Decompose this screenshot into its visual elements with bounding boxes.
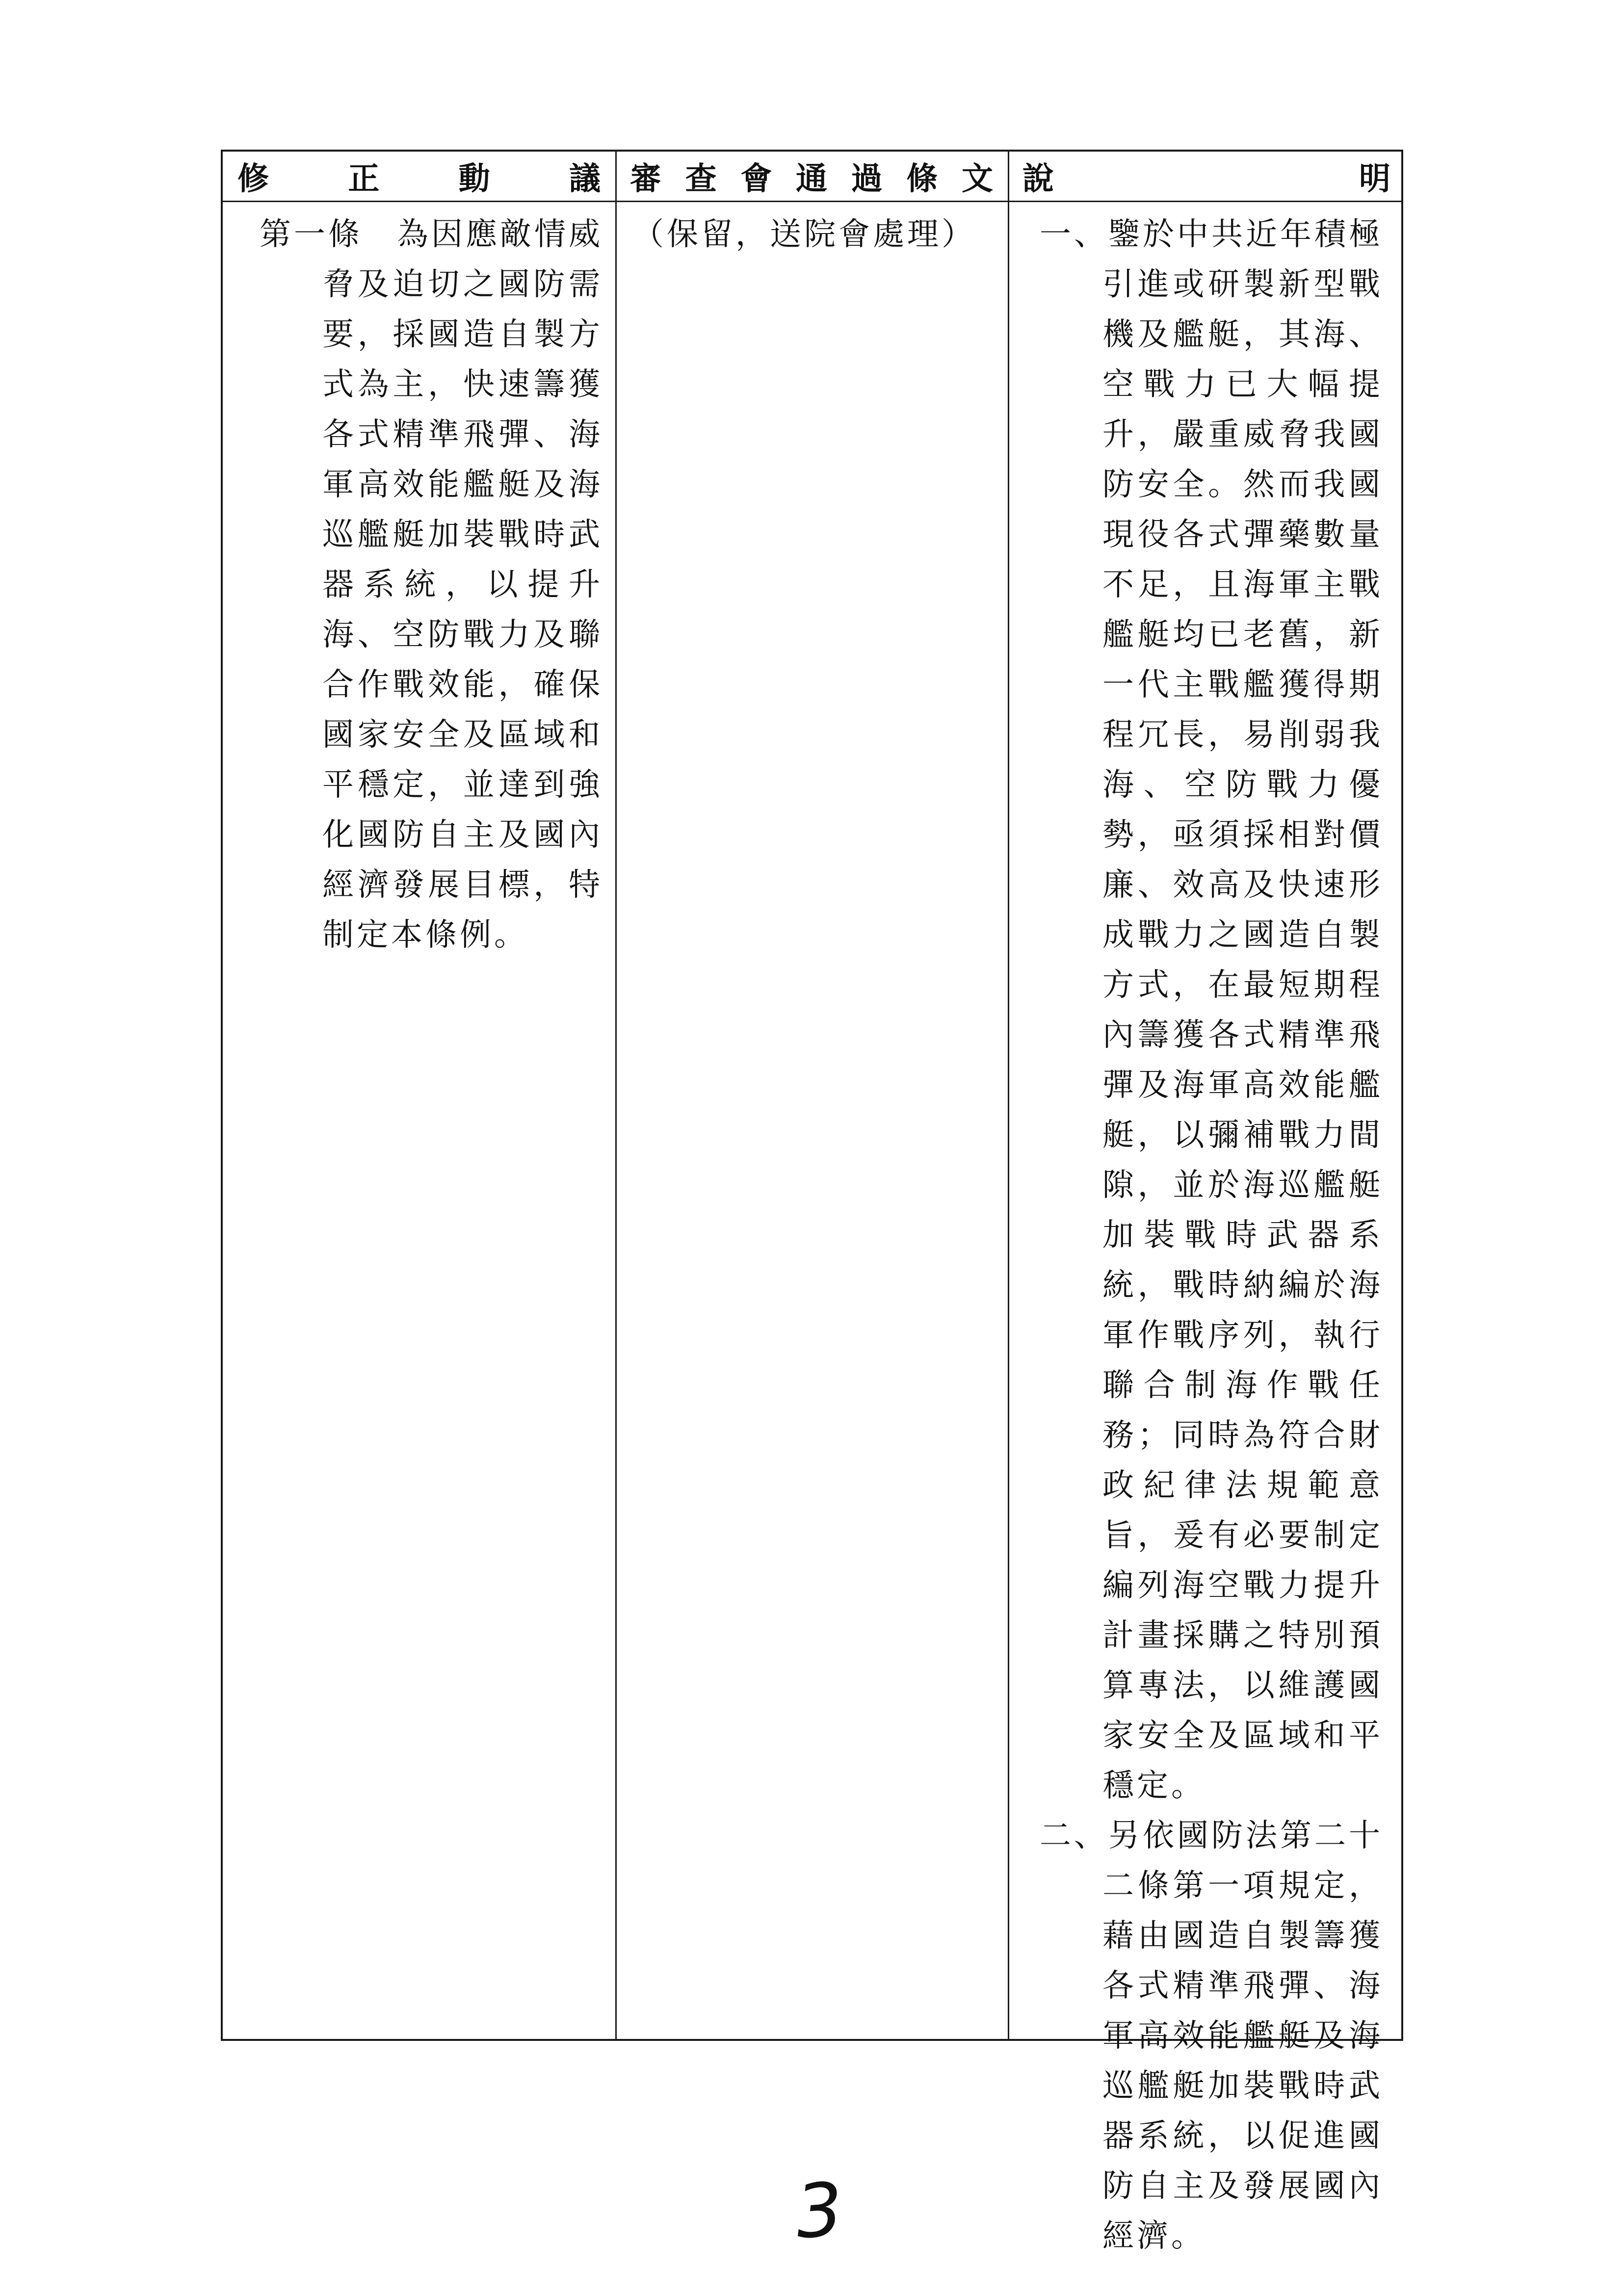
header-char: 議 — [569, 160, 601, 197]
header-char: 文 — [961, 160, 993, 197]
amendment-cell — [260, 209, 603, 960]
header-char: 查 — [685, 160, 717, 197]
bill-comparison-table — [221, 150, 1403, 2254]
header-divider — [223, 201, 1401, 202]
header-char: 動 — [458, 160, 490, 197]
header-char: 通 — [795, 160, 827, 197]
header-review — [615, 152, 1008, 201]
header-char: 會 — [740, 160, 772, 197]
explanation-item: 一、鑒於中共近年積極引進或研製新型戰機及艦艇，其海、空戰力已大幅提升，嚴重威脅我國防安全。然而我國現役各式彈藥數量不足，且海軍主戰艦艇均已老舊，新一代主戰艦獲得期程冗長，易削弱我海、空防戰力優勢，亟須採相對價廉、效高及快速形成戰力之國造自製方式，在最短期程內籌獲各式精準飛彈及海軍高效能艦艇，以彌補戰力間隙，並於海巡艦艇加裝戰時武器系統，戰時納編於海軍作戰序列，執行聯合制海作戰任務；同時為符合財政紀律法規範意旨，爰有必要制定編列海空戰力提升計畫採購之特別預算專法，以維護國家安全及區域和平穩定。 — [1040, 216, 1383, 1804]
amendment-article-text: 第一條 為因應敵情威脅及迫切之國防需要，採國造自製方式為主，快速籌獲各式精準飛彈、海軍高效能艦艇及海巡艦艇加裝戰時武器系統，以提升海、空防戰力及聯合作戰效能，確保國家安全及區域和平穩定，並達到強化國防自主及國內經濟發展目標，特制定本條例。 — [260, 216, 603, 953]
explanation-cell — [1040, 209, 1383, 2261]
header-char: 審 — [630, 160, 661, 197]
header-explanation — [1008, 152, 1405, 201]
header-char: 條 — [906, 160, 938, 197]
column-divider — [1008, 152, 1009, 2039]
header-char: 修 — [237, 160, 269, 197]
header-char: 過 — [851, 160, 883, 197]
page-number: 3 — [793, 2166, 846, 2256]
column-divider — [615, 152, 617, 2039]
header-char: 明 — [1359, 160, 1390, 197]
header-char: 正 — [348, 160, 380, 197]
review-status-text: （保留，送院會處理） — [632, 216, 976, 253]
header-char: 說 — [1022, 160, 1054, 197]
explanation-item: 二、另依國防法第二十二條第一項規定，藉由國造自製籌獲各式精準飛彈、海軍高效能艦艇及海巡艦艇加裝戰時武器系統，以促進國防自主及發展國內經濟。 — [1040, 1818, 1383, 2254]
header-amendment — [223, 152, 615, 201]
review-cell — [632, 209, 995, 260]
